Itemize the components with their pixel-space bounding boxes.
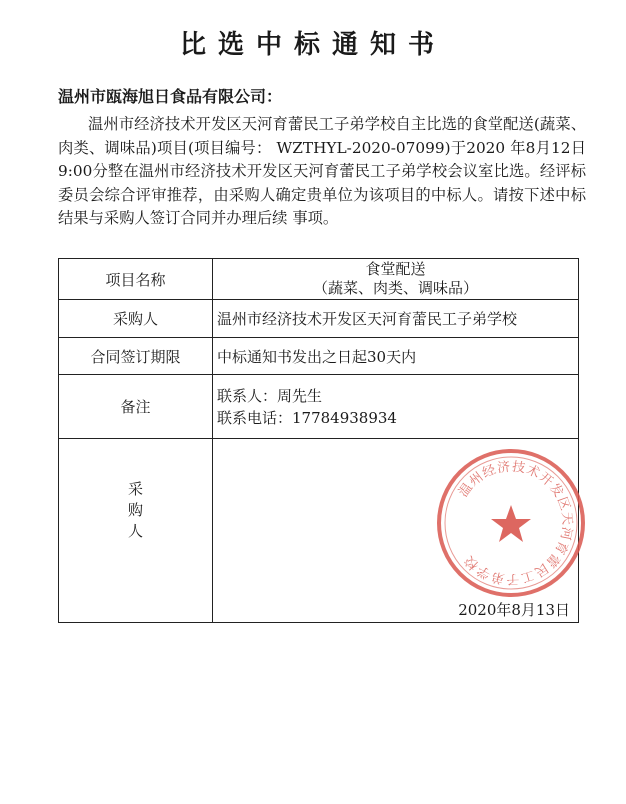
contract-deadline-label: 合同签订期限 [59, 338, 213, 375]
purchaser-sign-label-text [63, 479, 208, 582]
sign-date: 2020年8月13日 [458, 601, 570, 619]
document-title: 比选中标通知书 [179, 30, 446, 60]
purchaser-label: 采购人 [59, 300, 213, 338]
sign-label-char: 人 [127, 522, 143, 540]
contact-person: 联系人：周先生 [217, 386, 323, 405]
table-row [59, 375, 579, 439]
notice-body: 温州市经济技术开发区天河育蕾民工子弟学校自主比选的食堂配送(蔬菜、肉类、调味品)项目(项目编号： WZTHYL-2020-07099)于2020 年8月12日9:00分整在温州市经济技术开发区天河育蕾民工子弟学校会议室比选。经评标委员会综合评审推荐，由采购人确定贵单位为该项目的中标人。请按下述中标结果与采购人签订合同并办理后续 事项。 [58, 115, 586, 228]
purchaser-value: 温州市经济技术开发区天河育蕾民工子弟学校 [213, 300, 579, 338]
seal-star-icon [491, 505, 531, 542]
purchaser-sign-label [59, 439, 213, 623]
project-name-line-1: 食堂配送 [365, 260, 426, 278]
addressee: 温州市瓯海旭日食品有限公司： [58, 87, 283, 106]
contract-deadline-value: 中标通知书发出之日起30天内 [213, 338, 579, 375]
table-row [59, 300, 579, 338]
seal-text: 温州经济技术开发区天河育蕾民工子弟学校 [456, 459, 575, 587]
project-name-value [213, 259, 579, 300]
official-seal-icon [435, 447, 587, 599]
note-value [213, 375, 579, 439]
table-row [59, 338, 579, 375]
contact-phone: 联系电话：17784938934 [217, 408, 397, 427]
sign-label-char: 采 [127, 480, 143, 498]
purchaser-sign-area [213, 439, 579, 623]
table-row [59, 259, 579, 300]
sign-label-char: 购 [127, 501, 143, 519]
project-name-line-2: （蔬菜、肉类、调味品） [312, 279, 478, 297]
award-info-table [58, 258, 579, 623]
project-name-label: 项目名称 [59, 259, 213, 300]
table-row [59, 439, 579, 623]
note-label: 备注 [59, 375, 213, 439]
